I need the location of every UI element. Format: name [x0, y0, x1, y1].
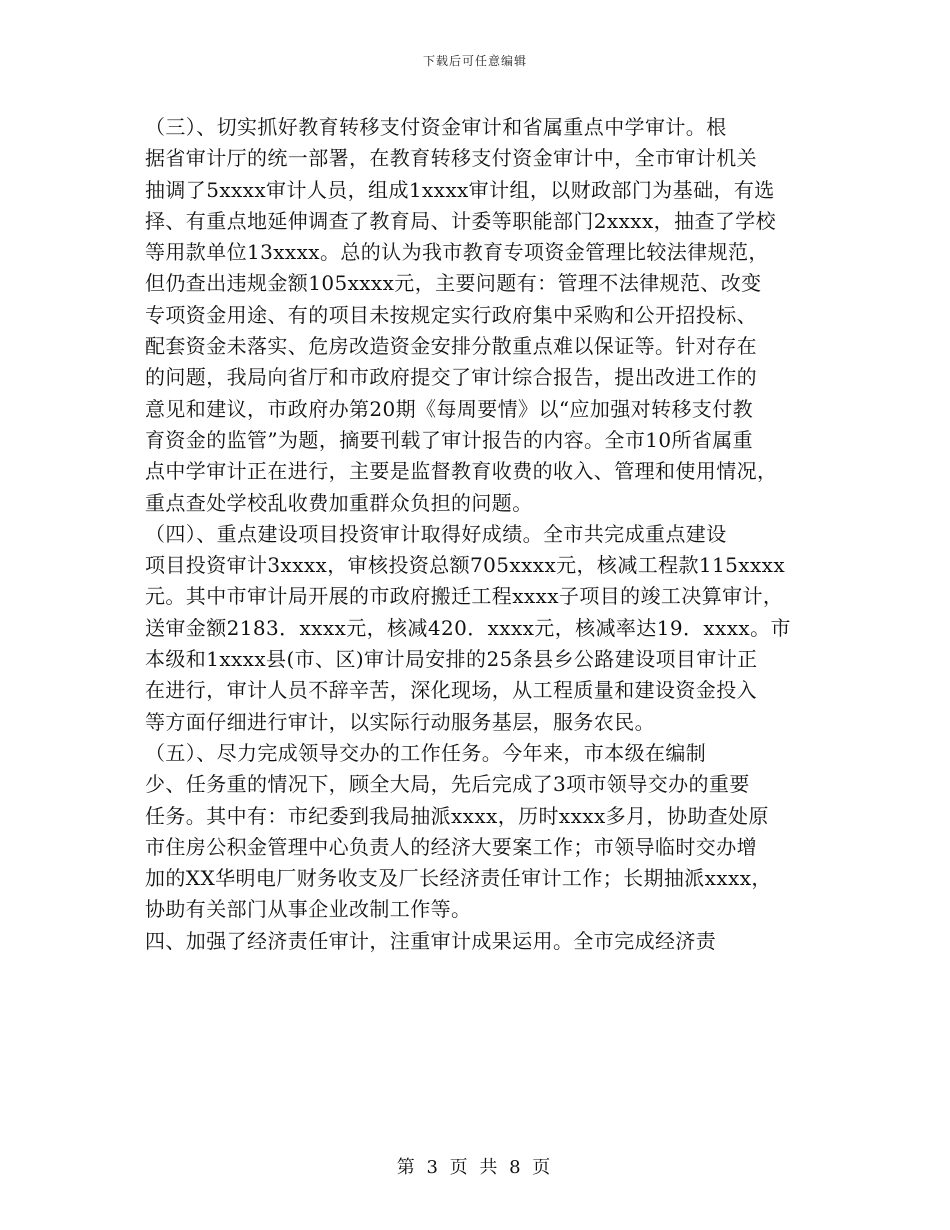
- body-line: 等方面仔细进行审计，以实际行动服务基层，服务农民。: [145, 709, 655, 734]
- body-line: 任务。其中有：市纪委到我局抽派xxxx，历时xxxx多月，协助查处原: [145, 803, 769, 828]
- body-line: 抽调了5xxxx审计人员，组成1xxxx审计组，以财政部门为基础，有选: [145, 177, 775, 202]
- body-line: 加的XX华明电厂财务收支及厂长经济责任审计工作；长期抽派xxxx，: [145, 866, 772, 891]
- body-line: 四、加强了经济责任审计，注重审计成果运用。全市完成经济责: [145, 928, 717, 953]
- body-line: 重点查处学校乱收费加重群众负担的问题。: [145, 490, 533, 515]
- body-line: 的问题，我局向省厅和市政府提交了审计综合报告，提出改进工作的: [145, 365, 757, 390]
- body-line: （四）、重点建设项目投资审计取得好成绩。全市共完成重点建设: [145, 521, 727, 546]
- document-body: [145, 112, 805, 957]
- body-line: 在进行，审计人员不辞辛苦，深化现场，从工程质量和建设资金投入: [145, 678, 757, 703]
- body-line: 点中学审计正在进行，主要是监督教育收费的收入、管理和使用情况，: [145, 459, 778, 484]
- body-line: 项目投资审计3xxxx，审核投资总额705xxxx元，核减工程款115xxxx: [145, 553, 786, 578]
- body-line: 元。其中市审计局开展的市政府搬迁工程xxxx子项目的竣工决算审计，: [145, 584, 784, 609]
- body-line: 本级和1xxxx县(市、区)审计局安排的25条县乡公路建设项目审计正: [145, 647, 758, 672]
- body-line: （三）、切实抓好教育转移支付资金审计和省属重点中学审计。根: [145, 115, 727, 139]
- body-line: 市住房公积金管理中心负责人的经济大要案工作；市领导临时交办增: [145, 834, 757, 859]
- page-number-footer: 第 3 页 共 8 页: [396, 1157, 554, 1178]
- body-line: 少、任务重的情况下，顾全大局，先后完成了3项市领导交办的重要: [145, 772, 750, 797]
- body-line: 等用款单位13xxxx。总的认为我市教育专项资金管理比较法律规范，: [145, 240, 769, 265]
- body-line: 但仍查出违规金额105xxxx元，主要问题有：管理不法律规范、改变: [145, 271, 762, 296]
- body-line: 送审金额2183．xxxx元，核减420．xxxx元，核减率达19．xxxx。市: [145, 615, 791, 640]
- body-line: 配套资金未落实、危房改造资金安排分散重点难以保证等。针对存在: [145, 334, 757, 359]
- body-line: 择、有重点地延伸调查了教育局、计委等职能部门2xxxx，抽查了学校: [145, 208, 777, 233]
- body-line: 意见和建议，市政府办第20期《每周要情》以“应加强对转移支付教: [145, 396, 754, 421]
- body-line: 据省审计厅的统一部署，在教育转移支付资金审计中，全市审计机关: [145, 146, 757, 171]
- body-line: （五）、尽力完成领导交办的工作任务。今年来，市本级在编制: [145, 740, 707, 765]
- body-line: 育资金的监管”为题，摘要刊载了审计报告的内容。全市10所省属重: [145, 427, 754, 452]
- page-header-note: 下载后可任意编辑: [422, 54, 527, 68]
- body-line: 协助有关部门从事企业改制工作等。: [145, 897, 472, 922]
- body-line: 专项资金用途、有的项目未按规定实行政府集中采购和公开招投标、: [145, 302, 757, 327]
